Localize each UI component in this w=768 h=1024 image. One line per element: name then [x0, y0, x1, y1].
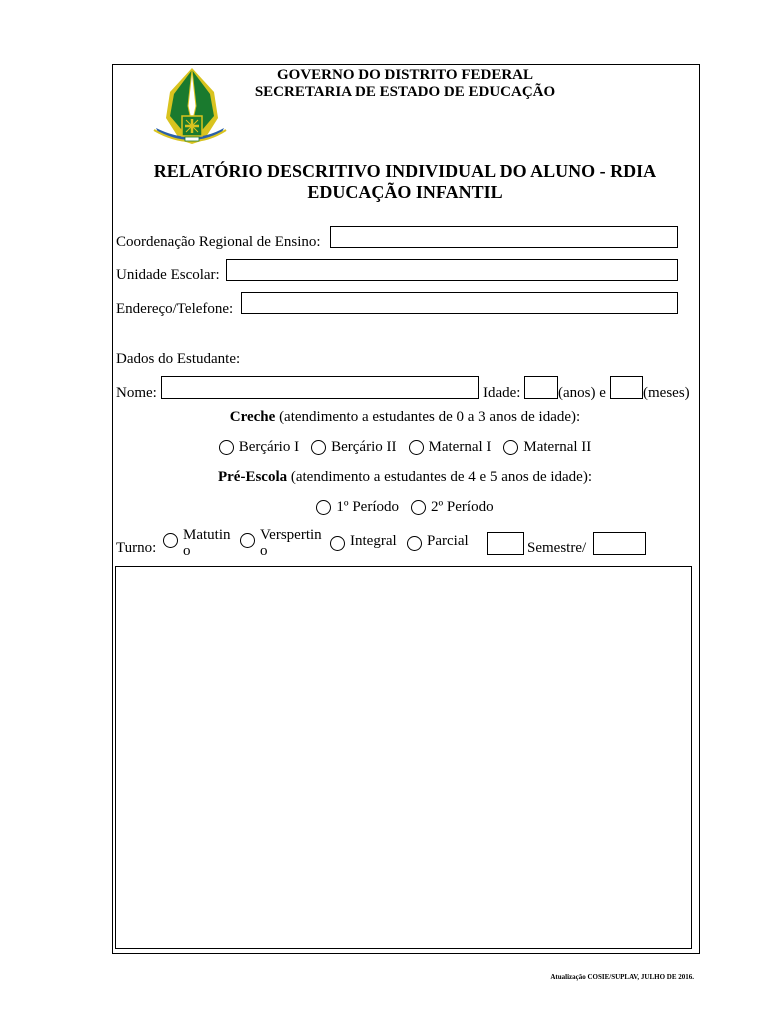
dados-estudante-label: Dados do Estudante: — [116, 351, 241, 367]
radio-integral[interactable] — [330, 533, 397, 551]
radio-verspertino[interactable] — [240, 527, 328, 559]
header-secretariat: SECRETARIA DE ESTADO DE EDUCAÇÃO — [254, 84, 556, 100]
preescola-description: (atendimento a estudantes de 4 e 5 anos de idade): — [287, 469, 593, 485]
preescola-options — [112, 499, 698, 520]
semestre-field[interactable] — [593, 532, 646, 555]
ano-field[interactable] — [487, 532, 524, 555]
nome-field[interactable] — [161, 376, 479, 399]
radio-circle-icon[interactable] — [330, 536, 345, 551]
radio-bercario-1[interactable] — [219, 439, 299, 456]
anos-label: (anos) e — [558, 385, 606, 401]
endereco-field[interactable] — [241, 292, 678, 314]
meses-label: (meses) — [643, 385, 690, 401]
idade-label: Idade: — [483, 385, 521, 401]
radio-parcial[interactable] — [407, 533, 469, 551]
creche-label: Creche — [229, 409, 276, 425]
option-label: Maternal II — [523, 439, 592, 455]
option-label: Integral — [350, 533, 397, 549]
radio-circle-icon[interactable] — [240, 533, 255, 548]
unidade-label: Unidade Escolar: — [116, 267, 220, 283]
radio-circle-icon[interactable] — [311, 440, 326, 455]
creche-heading — [112, 409, 698, 426]
creche-options — [112, 439, 698, 460]
radio-circle-icon[interactable] — [409, 440, 424, 455]
radio-matutino[interactable] — [163, 527, 235, 559]
option-label: Matutino — [183, 527, 231, 559]
radio-circle-icon[interactable] — [163, 533, 178, 548]
preescola-label: Pré-Escola — [217, 469, 288, 485]
preescola-heading — [112, 469, 698, 486]
cre-label: Coordenação Regional de Ensino: — [116, 234, 321, 250]
header-government: GOVERNO DO DISTRITO FEDERAL — [276, 67, 534, 83]
option-label: Verspertino — [260, 527, 322, 559]
footer-update-note: Atualização COSIE/SUPLAV, JULHO DE 2016. — [550, 973, 694, 981]
radio-periodo-1[interactable] — [316, 499, 399, 516]
option-label: Berçário I — [238, 439, 300, 455]
report-subtitle: EDUCAÇÃO INFANTIL — [307, 182, 503, 202]
radio-maternal-2[interactable] — [503, 439, 591, 456]
radio-maternal-1[interactable] — [409, 439, 492, 456]
idade-anos-field[interactable] — [524, 376, 558, 399]
option-label: 1º Período — [336, 499, 399, 515]
option-label: Maternal I — [428, 439, 492, 455]
radio-periodo-2[interactable] — [411, 499, 494, 516]
report-title: RELATÓRIO DESCRITIVO INDIVIDUAL DO ALUNO - RDIA — [153, 161, 657, 181]
nome-label: Nome: — [116, 385, 157, 401]
option-label: Parcial — [427, 533, 469, 549]
endereco-label: Endereço/Telefone: — [116, 301, 234, 317]
turno-label: Turno: — [116, 540, 157, 556]
cre-field[interactable] — [330, 226, 678, 248]
unidade-field[interactable] — [226, 259, 678, 281]
radio-bercario-2[interactable] — [311, 439, 396, 456]
radio-circle-icon[interactable] — [219, 440, 234, 455]
radio-circle-icon[interactable] — [503, 440, 518, 455]
radio-circle-icon[interactable] — [411, 500, 426, 515]
idade-meses-field[interactable] — [610, 376, 643, 399]
option-label: 2º Período — [431, 499, 494, 515]
semestre-label: Semestre/ — [527, 540, 587, 556]
radio-circle-icon[interactable] — [316, 500, 331, 515]
option-label: Berçário II — [331, 439, 397, 455]
report-textarea[interactable] — [115, 566, 692, 949]
radio-circle-icon[interactable] — [407, 536, 422, 551]
creche-description: (atendimento a estudantes de 0 a 3 anos de idade): — [275, 409, 581, 425]
